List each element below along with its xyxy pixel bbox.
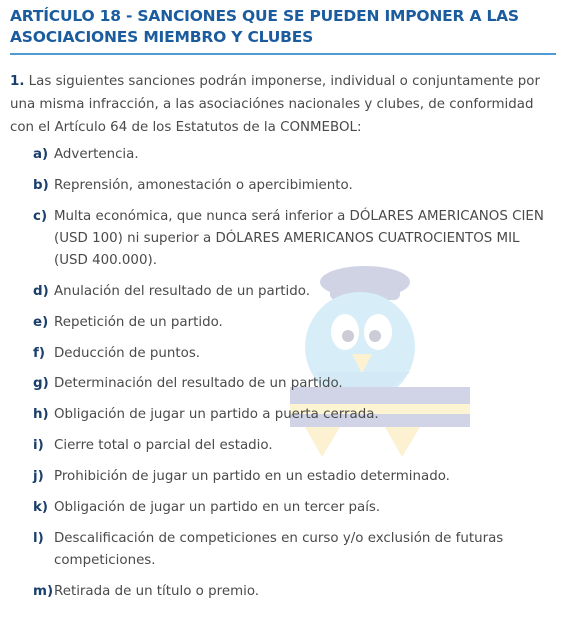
article-title: ARTÍCULO 18 - SANCIONES QUE SE PUEDEN IMPONER A LAS ASOCIACIONES MIEMBRO Y CLUBES [10, 6, 556, 55]
sanction-letter: c) [33, 209, 48, 224]
sanction-letter: g) [33, 376, 49, 391]
sanction-letter: d) [33, 284, 49, 299]
sanction-text: Obligación de jugar un partido en un tercer país. [54, 500, 381, 515]
sanction-item-c [33, 206, 548, 272]
sanction-item-b [33, 175, 548, 197]
sanction-item-m [33, 581, 548, 603]
sanction-letter: l) [33, 531, 44, 546]
sanction-letter: a) [33, 147, 49, 162]
sanction-text: Prohibición de jugar un partido en un estadio determinado. [54, 469, 450, 484]
sanction-item-a [33, 144, 548, 166]
sanction-letter: m) [33, 584, 54, 599]
sanction-text: Cierre total o parcial del estadio. [54, 438, 273, 453]
intro-paragraph [10, 70, 555, 139]
sanction-item-e [33, 312, 548, 334]
sanction-text: Obligación de jugar un partido a puerta cerrada. [54, 407, 379, 422]
sanction-item-d [33, 281, 548, 303]
sanction-letter: i) [33, 438, 44, 453]
sanction-item-f [33, 343, 548, 365]
sanction-item-k [33, 497, 548, 519]
sanction-text: Descalificación de competiciones en curso y/o exclusión de futuras competiciones. [54, 531, 504, 568]
intro-text: Las siguientes sanciones podrán imponerse, individual o conjuntamente por una misma infracción, a las asociaciónes nacionales y clubes, de conformidad con el Artículo 64 de los Estatutos de la CONMEBOL: [10, 74, 540, 135]
sanction-letter: j) [33, 469, 44, 484]
sanction-text: Repetición de un partido. [54, 315, 223, 330]
sanction-letter: e) [33, 315, 49, 330]
sanction-text: Reprensión, amonestación o apercibimiento. [54, 178, 353, 193]
sanction-item-l [33, 528, 548, 572]
sanction-letter: k) [33, 500, 49, 515]
sanction-item-h [33, 404, 548, 426]
sanction-text: Retirada de un título o premio. [54, 584, 260, 599]
sanction-letter: b) [33, 178, 49, 193]
sanction-text: Determinación del resultado de un partido. [54, 376, 343, 391]
sanction-item-j [33, 466, 548, 488]
sanction-text: Anulación del resultado de un partido. [54, 284, 310, 299]
sanction-letter: f) [33, 346, 45, 361]
sanction-text: Deducción de puntos. [54, 346, 201, 361]
sanction-letter: h) [33, 407, 49, 422]
intro-number: 1. [10, 74, 25, 89]
sanction-text: Multa económica, que nunca será inferior a DÓLARES AMERICANOS CIEN (USD 100) ni superior a DÓLARES AMERICANOS CUATROCIENTOS MIL (USD 400.000). [54, 209, 544, 268]
sanction-item-i [33, 435, 548, 457]
sanction-item-g [33, 373, 548, 395]
sanction-text: Advertencia. [54, 147, 139, 162]
